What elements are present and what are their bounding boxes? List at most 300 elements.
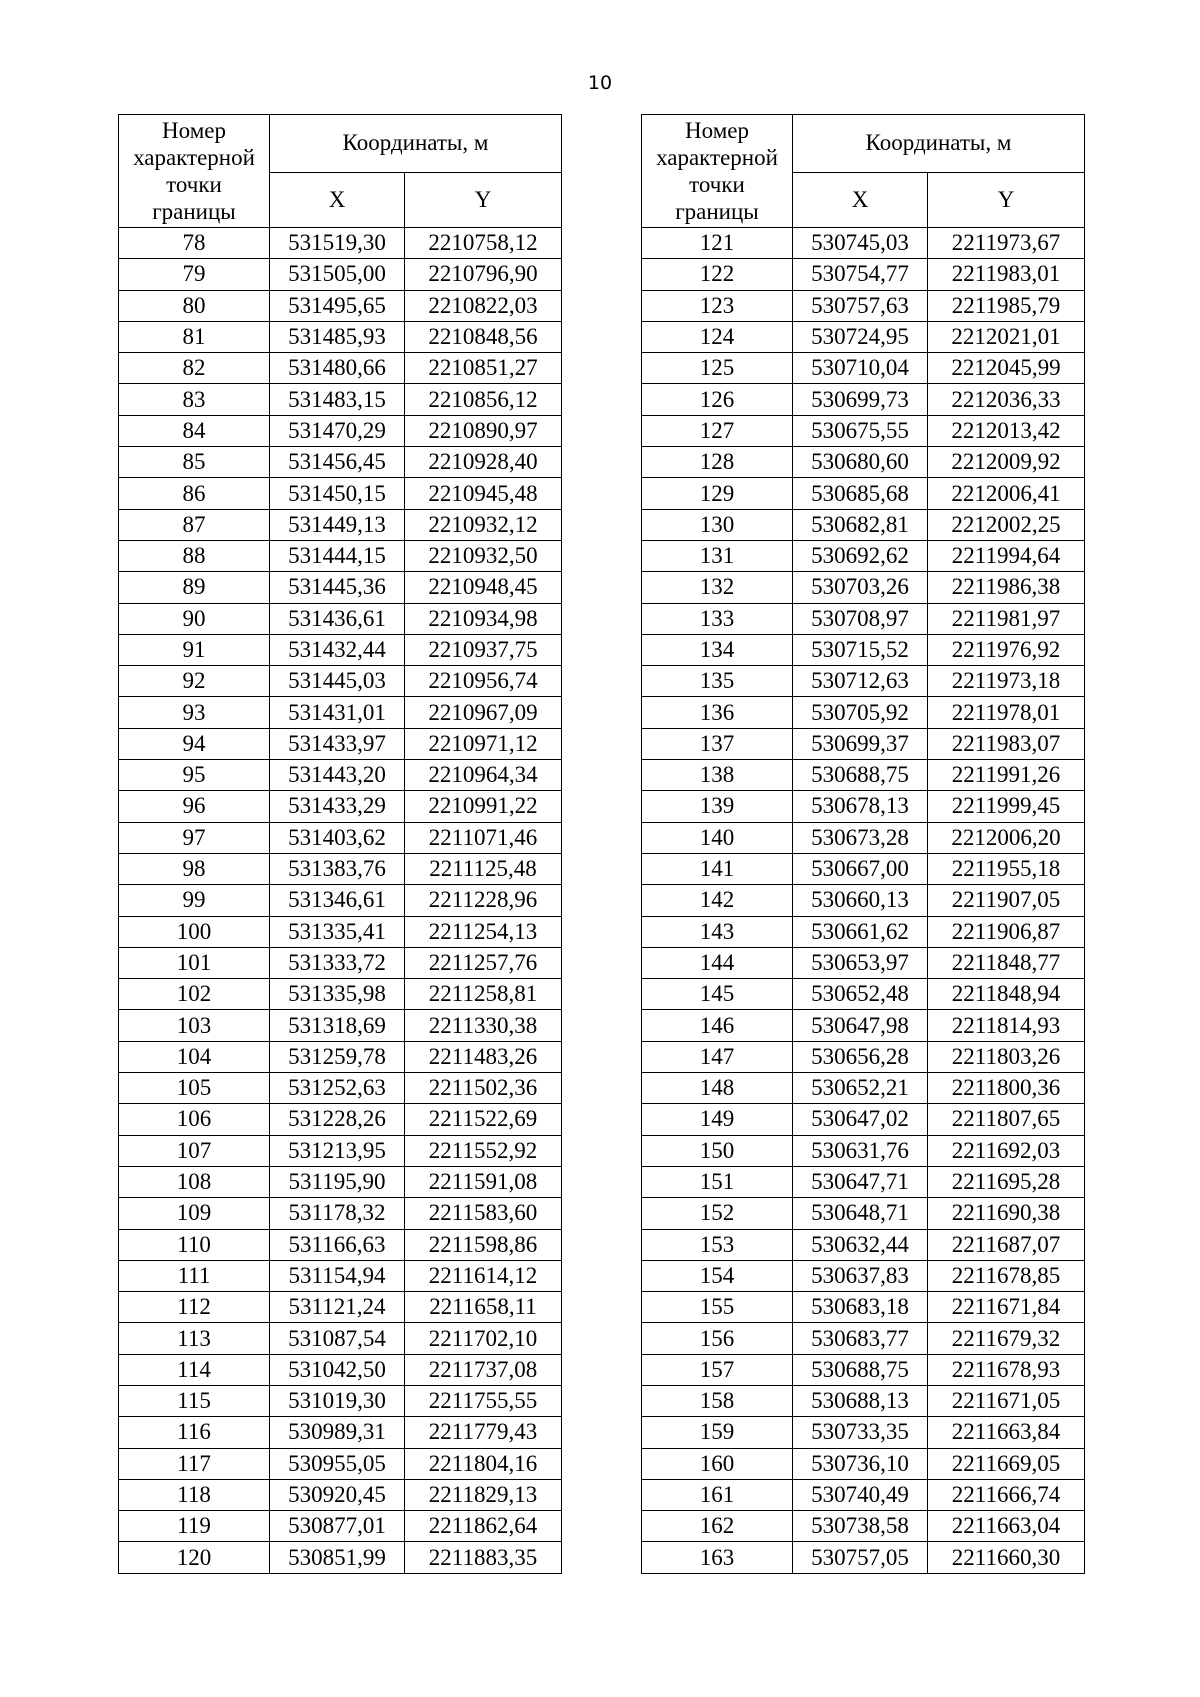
table-row <box>119 1323 562 1354</box>
y-coordinate-cell: 2211803,26 <box>928 1041 1085 1072</box>
point-number-cell: 90 <box>119 603 270 634</box>
table-row <box>642 1479 1085 1510</box>
table-row <box>642 290 1085 321</box>
y-coordinate-cell: 2210758,12 <box>405 228 562 259</box>
x-coordinate-cell: 530703,26 <box>793 572 928 603</box>
x-coordinate-cell: 530685,68 <box>793 478 928 509</box>
table-row <box>642 1292 1085 1323</box>
x-coordinate-cell: 530652,48 <box>793 979 928 1010</box>
x-coordinate-cell: 531445,03 <box>270 666 405 697</box>
point-number-cell: 162 <box>642 1511 793 1542</box>
x-coordinate-cell: 530757,05 <box>793 1542 928 1573</box>
table-row <box>642 259 1085 290</box>
table-row <box>642 572 1085 603</box>
point-number-cell: 152 <box>642 1198 793 1229</box>
x-coordinate-cell: 530682,81 <box>793 509 928 540</box>
x-coordinate-cell: 530673,28 <box>793 822 928 853</box>
table-row <box>119 321 562 352</box>
y-coordinate-cell: 2211552,92 <box>405 1135 562 1166</box>
point-number-cell: 85 <box>119 447 270 478</box>
point-number-cell: 102 <box>119 979 270 1010</box>
x-coordinate-cell: 531335,41 <box>270 916 405 947</box>
x-coordinate-cell: 531444,15 <box>270 540 405 571</box>
point-number-cell: 151 <box>642 1166 793 1197</box>
y-coordinate-cell: 2211125,48 <box>405 853 562 884</box>
table-row <box>119 1292 562 1323</box>
table-row <box>119 353 562 384</box>
table-row <box>119 666 562 697</box>
coordinates-table-right <box>641 114 1085 1574</box>
x-coordinate-cell: 531019,30 <box>270 1385 405 1416</box>
x-coordinate-cell: 530740,49 <box>793 1479 928 1510</box>
table-row <box>642 1166 1085 1197</box>
y-coordinate-cell: 2210991,22 <box>405 791 562 822</box>
y-coordinate-cell: 2211848,94 <box>928 979 1085 1010</box>
header-coordinates: Координаты, м <box>270 115 562 173</box>
point-number-cell: 94 <box>119 728 270 759</box>
y-coordinate-cell: 2211955,18 <box>928 853 1085 884</box>
y-coordinate-cell: 2211973,18 <box>928 666 1085 697</box>
x-coordinate-cell: 530683,77 <box>793 1323 928 1354</box>
y-coordinate-cell: 2212006,20 <box>928 822 1085 853</box>
y-coordinate-cell: 2210851,27 <box>405 353 562 384</box>
point-number-cell: 120 <box>119 1542 270 1573</box>
point-number-cell: 110 <box>119 1229 270 1260</box>
point-number-cell: 141 <box>642 853 793 884</box>
point-number-cell: 117 <box>119 1448 270 1479</box>
y-coordinate-cell: 2210948,45 <box>405 572 562 603</box>
x-coordinate-cell: 530661,62 <box>793 916 928 947</box>
table-row <box>119 1010 562 1041</box>
header-point-line: точки <box>166 172 222 197</box>
y-coordinate-cell: 2210934,98 <box>405 603 562 634</box>
x-coordinate-cell: 530683,18 <box>793 1292 928 1323</box>
y-coordinate-cell: 2211702,10 <box>405 1323 562 1354</box>
x-coordinate-cell: 531154,94 <box>270 1260 405 1291</box>
point-number-cell: 111 <box>119 1260 270 1291</box>
y-coordinate-cell: 2211660,30 <box>928 1542 1085 1573</box>
table-row <box>642 540 1085 571</box>
y-coordinate-cell: 2211906,87 <box>928 916 1085 947</box>
point-number-cell: 119 <box>119 1511 270 1542</box>
x-coordinate-cell: 530637,83 <box>793 1260 928 1291</box>
x-coordinate-cell: 531450,15 <box>270 478 405 509</box>
table-row <box>119 947 562 978</box>
y-coordinate-cell: 2211983,07 <box>928 728 1085 759</box>
y-coordinate-cell: 2211591,08 <box>405 1166 562 1197</box>
table-row <box>642 384 1085 415</box>
point-number-cell: 97 <box>119 822 270 853</box>
point-number-cell: 81 <box>119 321 270 352</box>
y-coordinate-cell: 2211228,96 <box>405 885 562 916</box>
table-row <box>119 1073 562 1104</box>
y-coordinate-cell: 2211658,11 <box>405 1292 562 1323</box>
table-row <box>119 1448 562 1479</box>
y-coordinate-cell: 2211737,08 <box>405 1354 562 1385</box>
table-row <box>119 478 562 509</box>
table-row <box>119 979 562 1010</box>
point-number-cell: 148 <box>642 1073 793 1104</box>
y-coordinate-cell: 2210848,56 <box>405 321 562 352</box>
x-coordinate-cell: 531042,50 <box>270 1354 405 1385</box>
table-row <box>642 916 1085 947</box>
y-coordinate-cell: 2211671,05 <box>928 1385 1085 1416</box>
table-row <box>642 760 1085 791</box>
table-row <box>119 1542 562 1573</box>
x-coordinate-cell: 530692,62 <box>793 540 928 571</box>
point-number-cell: 107 <box>119 1135 270 1166</box>
table-row <box>119 1229 562 1260</box>
table-row <box>119 1479 562 1510</box>
point-number-cell: 156 <box>642 1323 793 1354</box>
x-coordinate-cell: 531403,62 <box>270 822 405 853</box>
x-coordinate-cell: 530688,13 <box>793 1385 928 1416</box>
point-number-cell: 155 <box>642 1292 793 1323</box>
y-coordinate-cell: 2211986,38 <box>928 572 1085 603</box>
table-row <box>642 853 1085 884</box>
coordinates-table-left <box>118 114 562 1574</box>
table-row <box>642 1229 1085 1260</box>
y-coordinate-cell: 2211800,36 <box>928 1073 1085 1104</box>
y-coordinate-cell: 2210928,40 <box>405 447 562 478</box>
point-number-cell: 125 <box>642 353 793 384</box>
y-coordinate-cell: 2211907,05 <box>928 885 1085 916</box>
y-coordinate-cell: 2210856,12 <box>405 384 562 415</box>
table-row <box>119 1135 562 1166</box>
point-number-cell: 84 <box>119 415 270 446</box>
table-row <box>642 1135 1085 1166</box>
table-row <box>642 509 1085 540</box>
table-row <box>642 1542 1085 1573</box>
table-row <box>119 791 562 822</box>
x-coordinate-cell: 530647,98 <box>793 1010 928 1041</box>
y-coordinate-cell: 2211614,12 <box>405 1260 562 1291</box>
y-coordinate-cell: 2211598,86 <box>405 1229 562 1260</box>
table-row <box>642 447 1085 478</box>
table-row <box>642 415 1085 446</box>
x-coordinate-cell: 530989,31 <box>270 1417 405 1448</box>
x-coordinate-cell: 531449,13 <box>270 509 405 540</box>
x-coordinate-cell: 530631,76 <box>793 1135 928 1166</box>
point-number-cell: 114 <box>119 1354 270 1385</box>
point-number-cell: 154 <box>642 1260 793 1291</box>
point-number-cell: 91 <box>119 634 270 665</box>
point-number-cell: 126 <box>642 384 793 415</box>
table-row <box>119 916 562 947</box>
x-coordinate-cell: 531456,45 <box>270 447 405 478</box>
x-coordinate-cell: 531443,20 <box>270 760 405 791</box>
table-row <box>119 1166 562 1197</box>
point-number-cell: 132 <box>642 572 793 603</box>
y-coordinate-cell: 2212009,92 <box>928 447 1085 478</box>
x-coordinate-cell: 531505,00 <box>270 259 405 290</box>
point-number-cell: 92 <box>119 666 270 697</box>
point-number-cell: 98 <box>119 853 270 884</box>
table-row <box>642 1354 1085 1385</box>
x-coordinate-cell: 530656,28 <box>793 1041 928 1072</box>
y-coordinate-cell: 2211678,93 <box>928 1354 1085 1385</box>
table-row <box>642 228 1085 259</box>
header-y: Y <box>405 172 562 228</box>
point-number-cell: 127 <box>642 415 793 446</box>
point-number-cell: 106 <box>119 1104 270 1135</box>
point-number-cell: 99 <box>119 885 270 916</box>
x-coordinate-cell: 530660,13 <box>793 885 928 916</box>
x-coordinate-cell: 531335,98 <box>270 979 405 1010</box>
y-coordinate-cell: 2210796,90 <box>405 259 562 290</box>
table-row <box>119 760 562 791</box>
x-coordinate-cell: 531166,63 <box>270 1229 405 1260</box>
table-row <box>119 290 562 321</box>
x-coordinate-cell: 531346,61 <box>270 885 405 916</box>
table-row <box>119 728 562 759</box>
table-row <box>642 1260 1085 1291</box>
point-number-cell: 135 <box>642 666 793 697</box>
x-coordinate-cell: 531195,90 <box>270 1166 405 1197</box>
x-coordinate-cell: 531445,36 <box>270 572 405 603</box>
y-coordinate-cell: 2211671,84 <box>928 1292 1085 1323</box>
x-coordinate-cell: 531333,72 <box>270 947 405 978</box>
point-number-cell: 96 <box>119 791 270 822</box>
y-coordinate-cell: 2210956,74 <box>405 666 562 697</box>
x-coordinate-cell: 531178,32 <box>270 1198 405 1229</box>
point-number-cell: 109 <box>119 1198 270 1229</box>
header-y: Y <box>928 172 1085 228</box>
point-number-cell: 82 <box>119 353 270 384</box>
point-number-cell: 149 <box>642 1104 793 1135</box>
x-coordinate-cell: 531470,29 <box>270 415 405 446</box>
x-coordinate-cell: 530757,63 <box>793 290 928 321</box>
point-number-cell: 122 <box>642 259 793 290</box>
point-number-cell: 124 <box>642 321 793 352</box>
page-number: 10 <box>587 72 613 94</box>
x-coordinate-cell: 530675,55 <box>793 415 928 446</box>
point-number-cell: 108 <box>119 1166 270 1197</box>
point-number-cell: 128 <box>642 447 793 478</box>
table-row <box>642 1448 1085 1479</box>
x-coordinate-cell: 531483,15 <box>270 384 405 415</box>
y-coordinate-cell: 2210822,03 <box>405 290 562 321</box>
x-coordinate-cell: 531121,24 <box>270 1292 405 1323</box>
table-row <box>119 415 562 446</box>
point-number-cell: 88 <box>119 540 270 571</box>
x-coordinate-cell: 531485,93 <box>270 321 405 352</box>
x-coordinate-cell: 530647,02 <box>793 1104 928 1135</box>
table-row <box>642 979 1085 1010</box>
point-number-cell: 95 <box>119 760 270 791</box>
y-coordinate-cell: 2211679,32 <box>928 1323 1085 1354</box>
table-row <box>119 540 562 571</box>
y-coordinate-cell: 2211690,38 <box>928 1198 1085 1229</box>
y-coordinate-cell: 2211678,85 <box>928 1260 1085 1291</box>
x-coordinate-cell: 530667,00 <box>793 853 928 884</box>
x-coordinate-cell: 531432,44 <box>270 634 405 665</box>
point-number-cell: 137 <box>642 728 793 759</box>
table-row <box>119 228 562 259</box>
point-number-cell: 140 <box>642 822 793 853</box>
table-row <box>642 728 1085 759</box>
table-row <box>642 353 1085 384</box>
table-row <box>642 1417 1085 1448</box>
y-coordinate-cell: 2211257,76 <box>405 947 562 978</box>
y-coordinate-cell: 2211583,60 <box>405 1198 562 1229</box>
point-number-cell: 101 <box>119 947 270 978</box>
x-coordinate-cell: 530688,75 <box>793 1354 928 1385</box>
point-number-cell: 157 <box>642 1354 793 1385</box>
table-row <box>119 1260 562 1291</box>
point-number-cell: 115 <box>119 1385 270 1416</box>
point-number-cell: 103 <box>119 1010 270 1041</box>
point-number-cell: 112 <box>119 1292 270 1323</box>
y-coordinate-cell: 2211663,04 <box>928 1511 1085 1542</box>
point-number-cell: 136 <box>642 697 793 728</box>
y-coordinate-cell: 2211814,93 <box>928 1010 1085 1041</box>
table-row <box>642 885 1085 916</box>
x-coordinate-cell: 531495,65 <box>270 290 405 321</box>
point-number-cell: 79 <box>119 259 270 290</box>
y-coordinate-cell: 2211981,97 <box>928 603 1085 634</box>
table-row <box>642 1198 1085 1229</box>
point-number-cell: 105 <box>119 1073 270 1104</box>
y-coordinate-cell: 2211522,69 <box>405 1104 562 1135</box>
header-point-line: точки <box>689 172 745 197</box>
y-coordinate-cell: 2211502,36 <box>405 1073 562 1104</box>
point-number-cell: 121 <box>642 228 793 259</box>
point-number-cell: 100 <box>119 916 270 947</box>
point-number-cell: 83 <box>119 384 270 415</box>
y-coordinate-cell: 2211848,77 <box>928 947 1085 978</box>
point-number-cell: 144 <box>642 947 793 978</box>
table-row <box>642 321 1085 352</box>
y-coordinate-cell: 2212045,99 <box>928 353 1085 384</box>
y-coordinate-cell: 2211999,45 <box>928 791 1085 822</box>
table-row <box>119 1104 562 1135</box>
y-coordinate-cell: 2211829,13 <box>405 1479 562 1510</box>
y-coordinate-cell: 2210967,09 <box>405 697 562 728</box>
table-row <box>119 822 562 853</box>
x-coordinate-cell: 530920,45 <box>270 1479 405 1510</box>
x-coordinate-cell: 530648,71 <box>793 1198 928 1229</box>
x-coordinate-cell: 530632,44 <box>793 1229 928 1260</box>
y-coordinate-cell: 2211669,05 <box>928 1448 1085 1479</box>
x-coordinate-cell: 530653,97 <box>793 947 928 978</box>
x-coordinate-cell: 531228,26 <box>270 1104 405 1135</box>
point-number-cell: 150 <box>642 1135 793 1166</box>
x-coordinate-cell: 530708,97 <box>793 603 928 634</box>
x-coordinate-cell: 530745,03 <box>793 228 928 259</box>
x-coordinate-cell: 530877,01 <box>270 1511 405 1542</box>
x-coordinate-cell: 531383,76 <box>270 853 405 884</box>
y-coordinate-cell: 2212002,25 <box>928 509 1085 540</box>
y-coordinate-cell: 2211991,26 <box>928 760 1085 791</box>
x-coordinate-cell: 530652,21 <box>793 1073 928 1104</box>
table-row <box>119 384 562 415</box>
table-row <box>642 1010 1085 1041</box>
point-number-cell: 89 <box>119 572 270 603</box>
x-coordinate-cell: 531252,63 <box>270 1073 405 1104</box>
point-number-cell: 163 <box>642 1542 793 1573</box>
header-x: X <box>793 172 928 228</box>
y-coordinate-cell: 2211483,26 <box>405 1041 562 1072</box>
y-coordinate-cell: 2211807,65 <box>928 1104 1085 1135</box>
table-row <box>119 603 562 634</box>
y-coordinate-cell: 2210945,48 <box>405 478 562 509</box>
y-coordinate-cell: 2211973,67 <box>928 228 1085 259</box>
header-point-number <box>119 115 270 228</box>
y-coordinate-cell: 2212006,41 <box>928 478 1085 509</box>
y-coordinate-cell: 2211983,01 <box>928 259 1085 290</box>
table-row <box>642 1385 1085 1416</box>
table-row <box>119 1385 562 1416</box>
y-coordinate-cell: 2210937,75 <box>405 634 562 665</box>
point-number-cell: 133 <box>642 603 793 634</box>
point-number-cell: 86 <box>119 478 270 509</box>
y-coordinate-cell: 2211883,35 <box>405 1542 562 1573</box>
table-row <box>119 853 562 884</box>
point-number-cell: 160 <box>642 1448 793 1479</box>
y-coordinate-cell: 2210932,50 <box>405 540 562 571</box>
y-coordinate-cell: 2210964,34 <box>405 760 562 791</box>
x-coordinate-cell: 531431,01 <box>270 697 405 728</box>
table-row <box>119 697 562 728</box>
y-coordinate-cell: 2211330,38 <box>405 1010 562 1041</box>
y-coordinate-cell: 2211254,13 <box>405 916 562 947</box>
y-coordinate-cell: 2211071,46 <box>405 822 562 853</box>
y-coordinate-cell: 2211862,64 <box>405 1511 562 1542</box>
x-coordinate-cell: 530754,77 <box>793 259 928 290</box>
y-coordinate-cell: 2211779,43 <box>405 1417 562 1448</box>
y-coordinate-cell: 2211804,16 <box>405 1448 562 1479</box>
x-coordinate-cell: 531436,61 <box>270 603 405 634</box>
x-coordinate-cell: 531213,95 <box>270 1135 405 1166</box>
x-coordinate-cell: 530705,92 <box>793 697 928 728</box>
table-row <box>642 1511 1085 1542</box>
x-coordinate-cell: 531259,78 <box>270 1041 405 1072</box>
table-row <box>642 791 1085 822</box>
table-row <box>119 509 562 540</box>
table-row <box>642 1323 1085 1354</box>
header-point-line: границы <box>675 199 759 224</box>
point-number-cell: 131 <box>642 540 793 571</box>
header-point-line: характерной <box>133 145 255 170</box>
point-number-cell: 159 <box>642 1417 793 1448</box>
table-row <box>642 666 1085 697</box>
table-row <box>642 947 1085 978</box>
table-row <box>642 478 1085 509</box>
x-coordinate-cell: 530699,73 <box>793 384 928 415</box>
point-number-cell: 129 <box>642 478 793 509</box>
point-number-cell: 80 <box>119 290 270 321</box>
y-coordinate-cell: 2211687,07 <box>928 1229 1085 1260</box>
table-row <box>642 1041 1085 1072</box>
table-row <box>119 1417 562 1448</box>
x-coordinate-cell: 530715,52 <box>793 634 928 665</box>
y-coordinate-cell: 2211695,28 <box>928 1166 1085 1197</box>
x-coordinate-cell: 530699,37 <box>793 728 928 759</box>
point-number-cell: 147 <box>642 1041 793 1072</box>
table-row <box>119 572 562 603</box>
x-coordinate-cell: 530851,99 <box>270 1542 405 1573</box>
x-coordinate-cell: 531087,54 <box>270 1323 405 1354</box>
point-number-cell: 153 <box>642 1229 793 1260</box>
y-coordinate-cell: 2211692,03 <box>928 1135 1085 1166</box>
point-number-cell: 145 <box>642 979 793 1010</box>
point-number-cell: 161 <box>642 1479 793 1510</box>
point-number-cell: 104 <box>119 1041 270 1072</box>
table-row <box>119 1198 562 1229</box>
table-row <box>119 885 562 916</box>
point-number-cell: 142 <box>642 885 793 916</box>
